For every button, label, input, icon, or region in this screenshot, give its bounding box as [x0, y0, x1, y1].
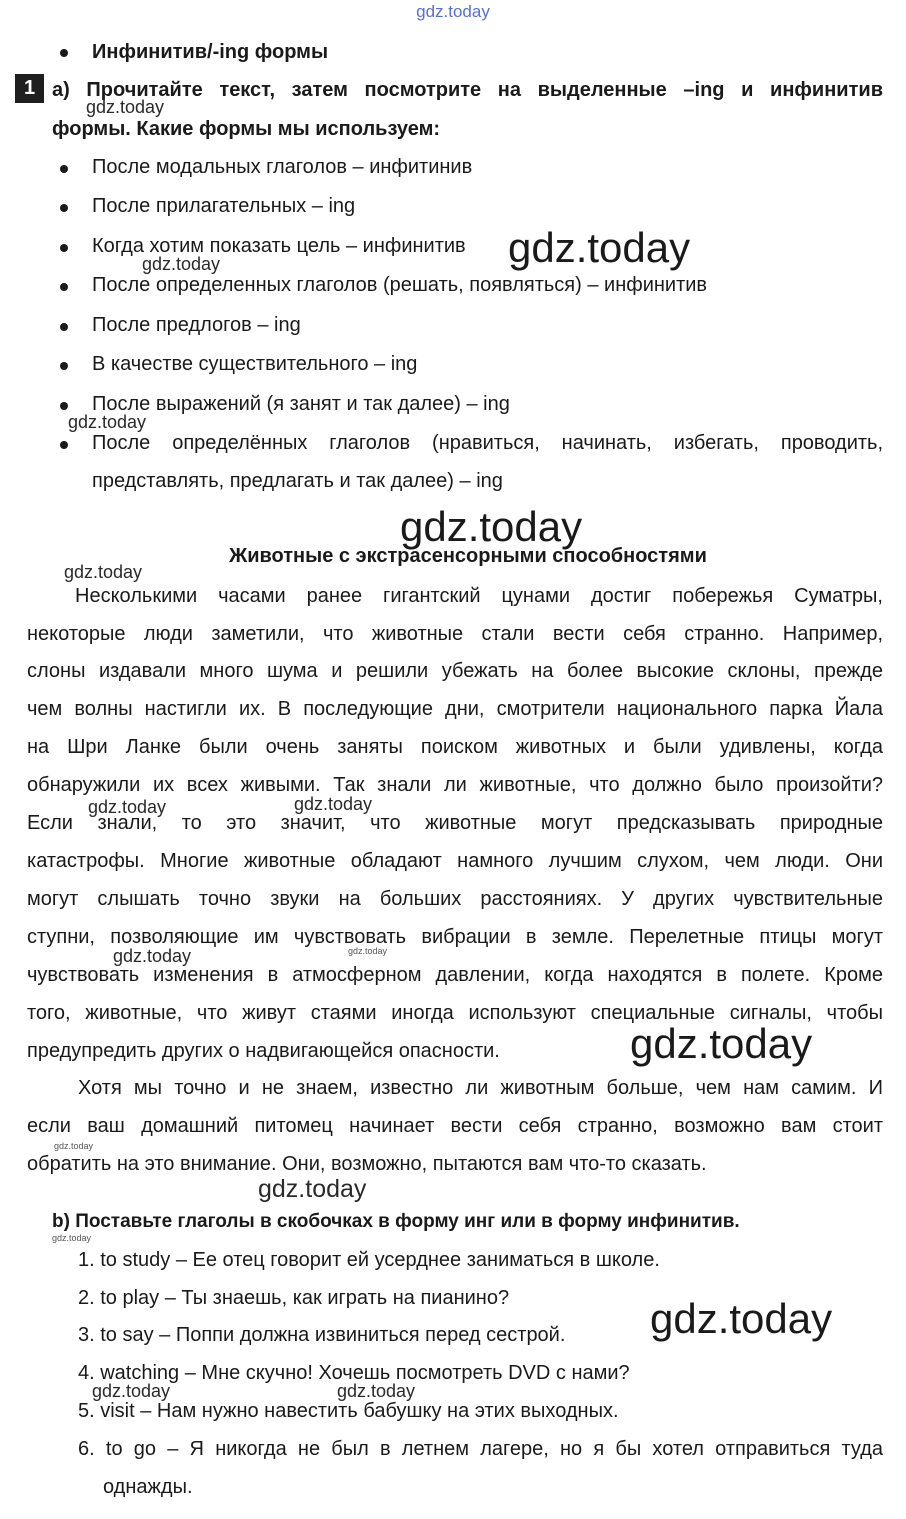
watermark: gdz.today: [337, 1381, 416, 1401]
text-line: Несколькими часами ранее гигантский цунами достиг побережья Суматры,: [75, 585, 883, 607]
bullet-icon: [60, 323, 68, 331]
task-a-line1: a) Прочитайте текст, затем посмотрите на выделенные –ing и инфинитив: [52, 79, 883, 101]
rule-item: После определённых глаголов (нравиться, начинать, избегать, проводить,: [92, 432, 883, 454]
answer-item: 6. to go – Я никогда не был в летнем лагере, но я бы хотел отправиться туда: [78, 1438, 883, 1460]
answer-item: 2. to play – Ты знаешь, как играть на пианино?: [78, 1287, 510, 1309]
text-line: если ваш домашний питомец начинает вести себя странно, возможно вам стоит: [27, 1115, 883, 1137]
watermark: gdz.today: [294, 794, 373, 814]
text-title: Животные с экстрасенсорными способностями: [229, 545, 707, 567]
watermark: gdz.today: [508, 224, 691, 271]
text-line: Если знали, то это значит, что животные могут предсказывать природные: [27, 812, 883, 834]
watermark: gdz.today: [52, 1233, 92, 1243]
answer-item: 4. watching – Мне скучно! Хочешь посмотреть DVD с нами?: [78, 1362, 630, 1384]
bullet-icon: [60, 204, 68, 212]
text-line: катастрофы. Многие животные обладают намного лучшим слухом, чем люди. Они: [27, 850, 883, 872]
watermark: gdz.today: [113, 946, 192, 966]
rule-item: После выражений (я занят и так далее) – ing: [92, 393, 510, 415]
text-line: на Шри Ланке были очень заняты поиском животных и были удивлены, когда: [27, 736, 883, 758]
watermark: gdz.today: [68, 412, 147, 432]
answer-item: 1. to study – Ее отец говорит ей усерднее заниматься в школе.: [78, 1249, 660, 1271]
bullet-icon: [60, 441, 68, 449]
rule-item: После предлогов – ing: [92, 314, 301, 336]
watermark: gdz.today: [258, 1175, 367, 1203]
text-line: слоны издавали много шума и решили убежать на более высокие склоны, прежде: [27, 660, 883, 682]
text-line: ступни, позволяющие им чувствовать вибрации в земле. Перелетные птицы могут: [27, 926, 883, 948]
text-line: Хотя мы точно и не знаем, известно ли животным больше, чем нам самим. И: [78, 1077, 883, 1099]
watermark: gdz.today: [630, 1020, 813, 1067]
task-b-heading: b) Поставьте глаголы в скобочках в форму инг или в форму инфинитив.: [52, 1211, 740, 1232]
watermark: gdz.today: [54, 1141, 94, 1151]
task-a-line2: формы. Какие формы мы используем:: [52, 118, 441, 140]
watermark: gdz.today: [88, 797, 167, 817]
answer-item: 5. visit – Нам нужно навестить бабушку на этих выходных.: [78, 1400, 619, 1422]
rule-item: Когда хотим показать цель – инфинитив: [92, 235, 466, 257]
watermark: gdz.today: [142, 254, 221, 274]
watermark: gdz.today: [650, 1295, 833, 1342]
watermark: gdz.today: [92, 1381, 171, 1401]
text-line: предупредить других о надвигающейся опасности.: [27, 1040, 500, 1062]
text-line: обратить на это внимание. Они, возможно, пытаются вам что-то сказать.: [27, 1153, 707, 1175]
bullet-icon: [60, 244, 68, 252]
text-line: чувствовать изменения в атмосферном давлении, когда находятся в полете. Кроме: [27, 964, 883, 986]
bullet-icon: [60, 402, 68, 410]
text-line: того, животные, что живут стаями иногда используют специальные сигналы, чтобы: [27, 1002, 883, 1024]
watermark: gdz.today: [348, 946, 388, 956]
bullet-icon: [60, 362, 68, 370]
rule-item: После модальных глаголов – инфитинив: [92, 156, 473, 178]
text-line: обнаружили их всех живыми. Так знали ли животные, что должно было произойти?: [27, 774, 883, 796]
section-heading: Инфинитив/-ing формы: [92, 41, 329, 63]
text-line: могут слышать точно звуки на больших расстояниях. У других чувствительные: [27, 888, 883, 910]
bullet-icon: [60, 283, 68, 291]
rule-item: После прилагательных – ing: [92, 195, 356, 217]
bullet-icon: [60, 165, 68, 173]
watermark: gdz.today: [64, 562, 143, 582]
top-watermark: gdz.today: [416, 2, 490, 21]
exercise-number-badge: 1: [15, 74, 44, 103]
text-line: чем волны настигли их. В последующие дни, смотрители национального парка Йала: [27, 698, 883, 720]
rule-item-continuation: представлять, предлагать и так далее) – ing: [92, 470, 503, 492]
answer-item-continuation: однажды.: [103, 1476, 193, 1498]
rule-item: После определенных глаголов (решать, появляться) – инфинитив: [92, 274, 708, 296]
bullet-icon: [60, 49, 68, 57]
watermark: gdz.today: [400, 503, 583, 550]
watermark: gdz.today: [86, 97, 165, 117]
answer-item: 3. to say – Поппи должна извиниться перед сестрой.: [78, 1324, 566, 1346]
text-line: некоторые люди заметили, что животные стали вести себя странно. Например,: [27, 623, 883, 645]
rule-item: В качестве существительного – ing: [92, 353, 418, 375]
